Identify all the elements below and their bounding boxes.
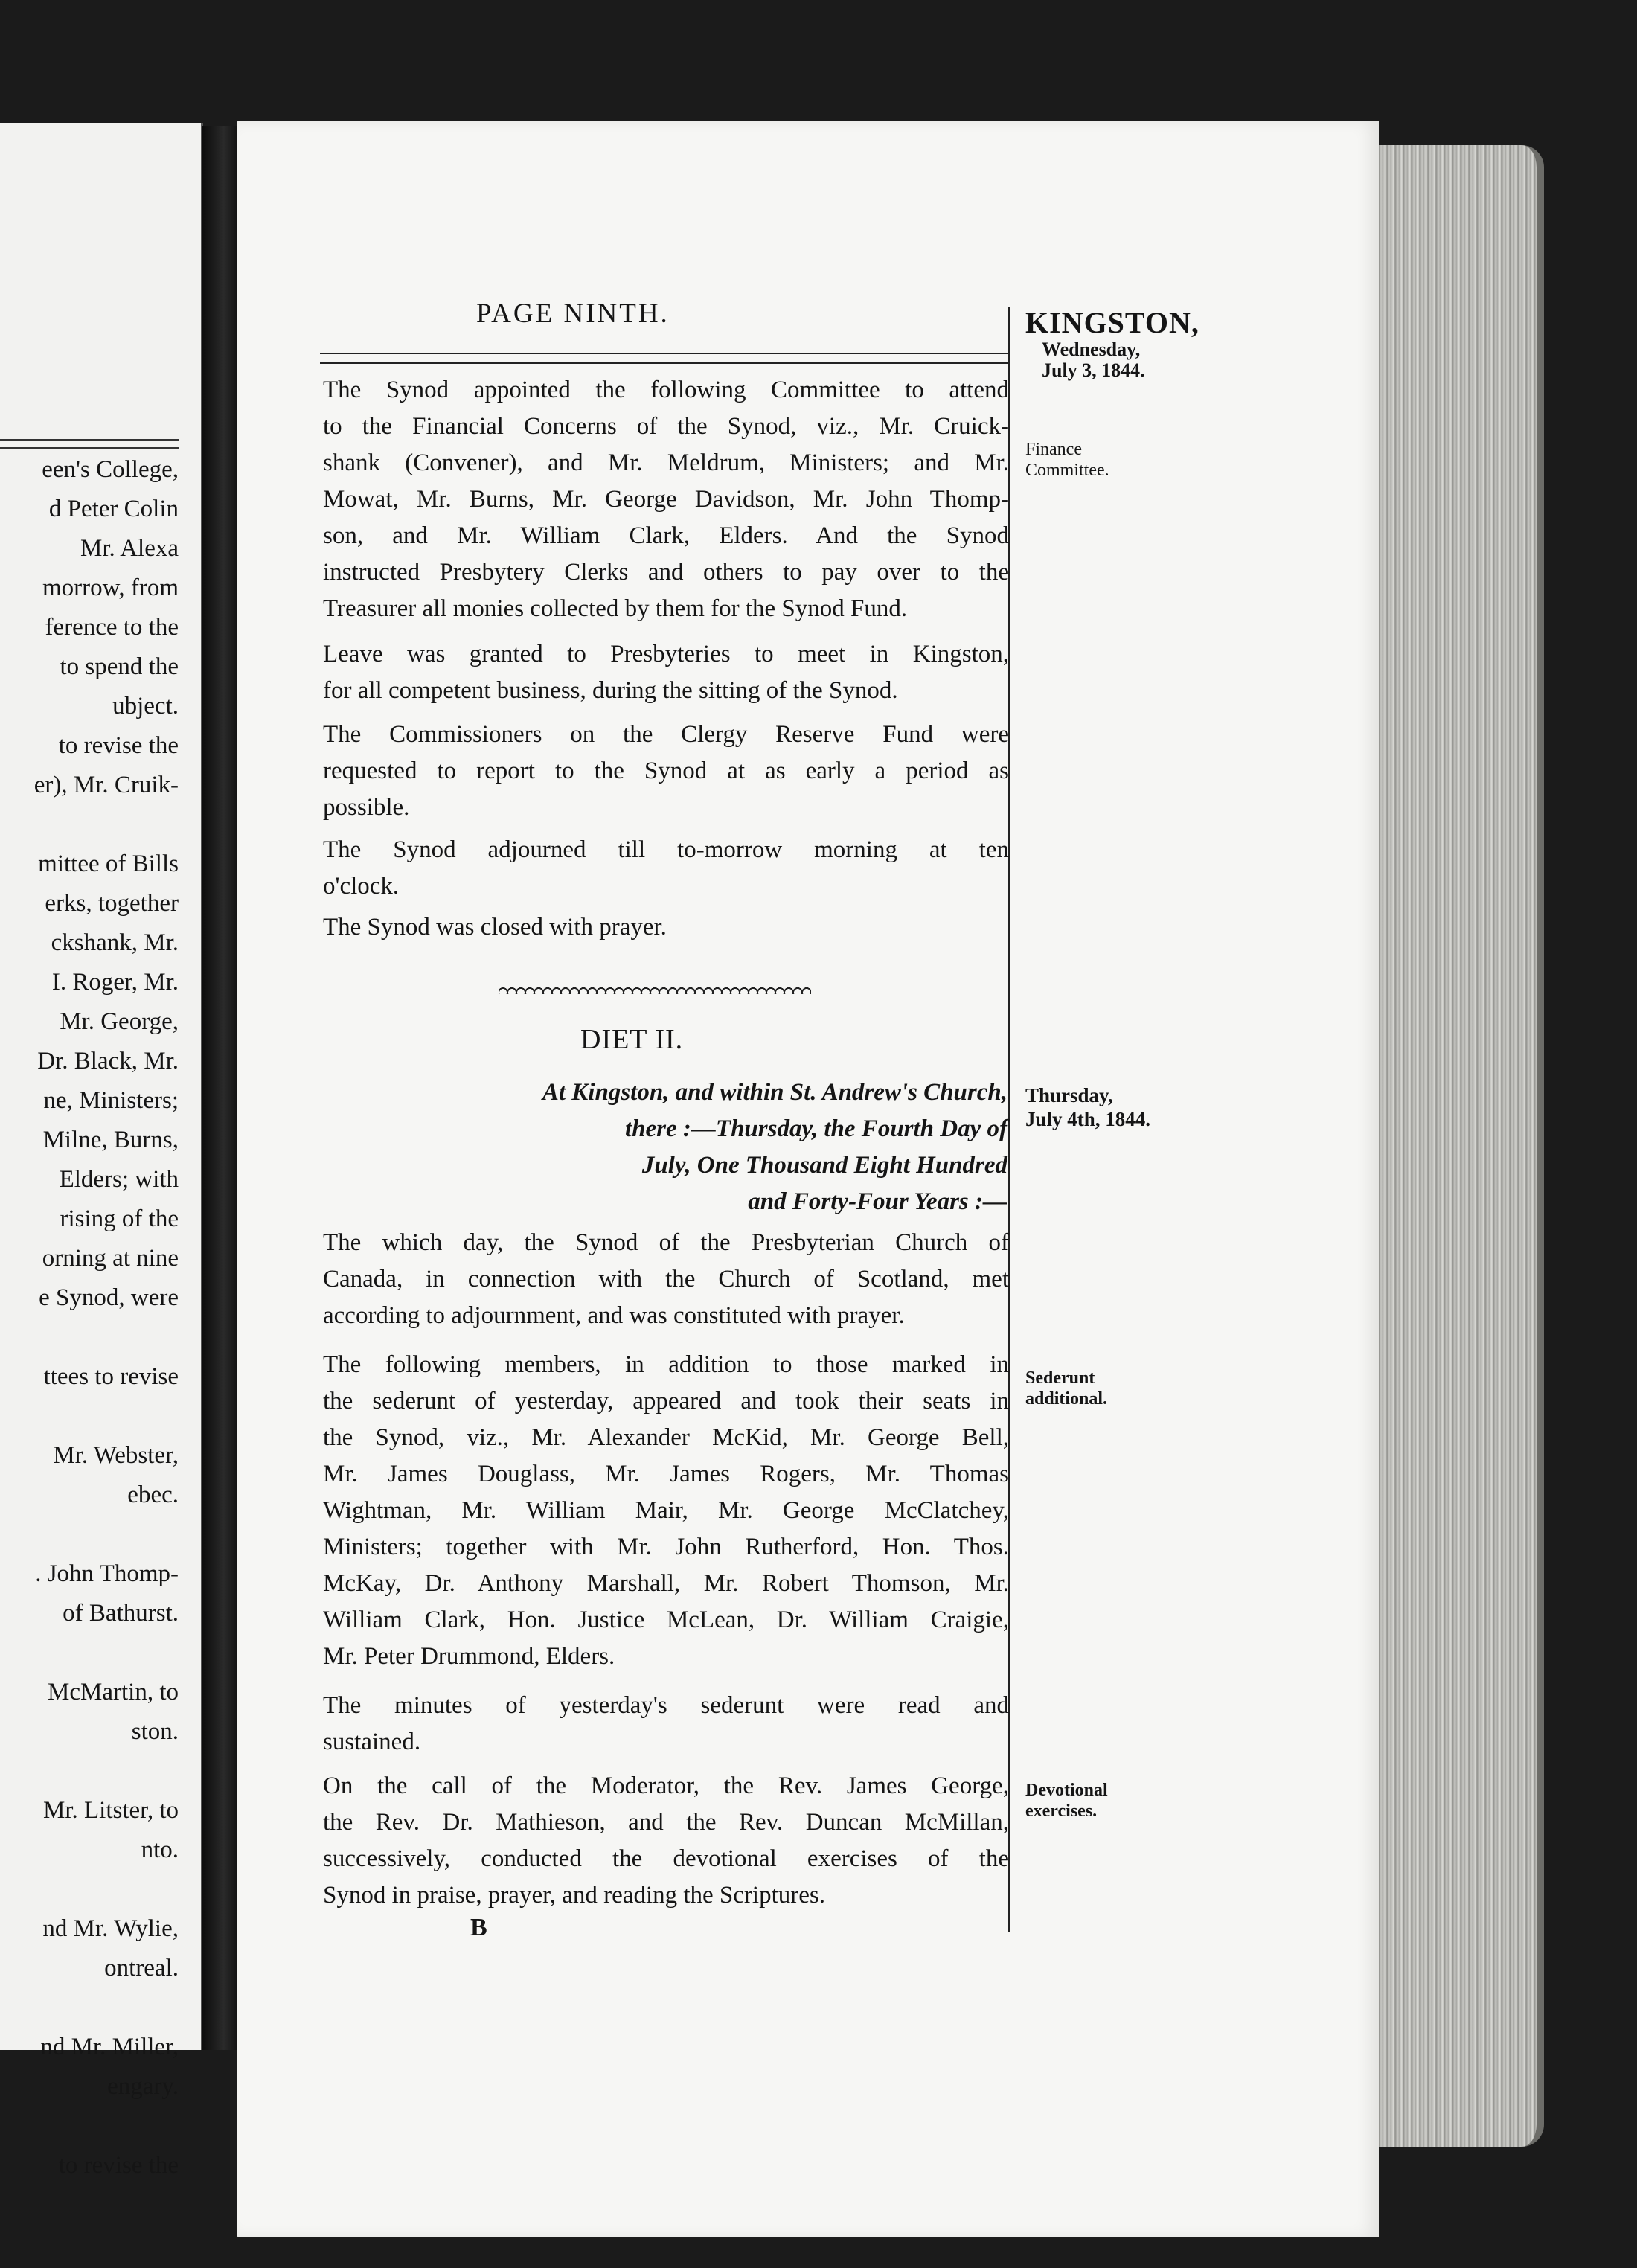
sederunt-heading (455, 1074, 1007, 1220)
text-line: At Kingston, and within St. Andrew's Church, (542, 1079, 1007, 1106)
left-page-line: Milne, Burns, (42, 1127, 179, 1153)
margin-devotional-1: Devotional (1025, 1781, 1108, 1800)
text-line: Leave was granted to Presbyteries to meet in Kingston, (323, 641, 1009, 667)
left-page-line: orning at nine (42, 1245, 179, 1272)
left-page-line: I. Roger, Mr. (51, 969, 179, 996)
text-line: the Rev. Dr. Mathieson, and the Rev. Duncan McMillan, (323, 1809, 1009, 1836)
margin-date-day: Wednesday, (1042, 339, 1141, 360)
text-line: Wightman, Mr. William Mair, Mr. George McClatchey, (323, 1497, 1009, 1524)
text-line: The minutes of yesterday's sederunt were read and (323, 1692, 1009, 1719)
margin-date: July 3, 1844. (1042, 359, 1145, 381)
left-page-line: d Peter Colin (48, 496, 179, 522)
book-gutter (202, 126, 238, 2050)
left-page-line: mittee of Bills (38, 850, 179, 877)
left-page-line: McMartin, to (48, 1679, 179, 1705)
text-line: The which day, the Synod of the Presbyterian Church of (323, 1229, 1009, 1256)
margin-sederunt-2: additional. (1025, 1389, 1108, 1409)
text-line: Canada, in connection with the Church of Scotland, met (323, 1266, 1009, 1292)
paragraph-devotional (323, 1768, 1009, 1914)
paragraph-members (323, 1347, 1009, 1675)
left-page-line: engary. (107, 2073, 179, 2100)
margin-thursday-2: July 4th, 1844. (1025, 1108, 1151, 1130)
text-line: son, and Mr. William Clark, Elders. And the Synod (323, 522, 1009, 549)
margin-place: KINGSTON, (1025, 306, 1199, 339)
text-line: Synod in praise, prayer, and reading the Scriptures. (323, 1882, 825, 1909)
left-page-line (0, 1870, 179, 1909)
text-line: the sederunt of yesterday, appeared and took their seats in (323, 1388, 1009, 1415)
paragraph-constituted (323, 1225, 1009, 1334)
left-page-text (0, 450, 179, 2185)
left-page-line: rising of the (60, 1205, 179, 1232)
text-line: William Clark, Hon. Justice McLean, Dr. William Craigie, (323, 1606, 1009, 1633)
left-page-line (0, 2107, 179, 2146)
text-line: requested to report to the Synod at as early a period as (323, 757, 1009, 784)
left-page-line: to revise the (58, 732, 179, 759)
left-page-line: ontreal. (104, 1955, 179, 1982)
text-line: On the call of the Moderator, the Rev. James George, (323, 1772, 1009, 1799)
left-page-line: ubject. (112, 693, 179, 720)
paragraph-minutes (323, 1688, 1009, 1761)
text-line: The Synod was closed with prayer. (323, 914, 667, 941)
running-head: PAGE NINTH. (476, 298, 670, 329)
section-ornament (499, 984, 811, 994)
left-page-line: nd Mr. Wylie, (42, 1915, 179, 1942)
left-facing-page (0, 123, 203, 2179)
paragraph-adjourned (323, 832, 1009, 905)
left-page-line (0, 1318, 179, 1357)
header-double-rule (320, 353, 1008, 364)
paragraph-closed (323, 909, 1009, 946)
left-page-line (0, 1515, 179, 1554)
text-line: The following members, in addition to those marked in (323, 1351, 1009, 1378)
signature-mark: B (470, 1914, 487, 1941)
left-page-line: Dr. Black, Mr. (37, 1048, 179, 1074)
left-page-line: ne, Ministers; (43, 1087, 179, 1114)
text-line: to the Financial Concerns of the Synod, viz., Mr. Cruick- (323, 413, 1009, 440)
left-page-line (0, 1752, 179, 1791)
text-line: Mr. Peter Drummond, Elders. (323, 1643, 615, 1670)
left-page-line (0, 1397, 179, 1436)
left-page-line: to spend the (60, 653, 179, 680)
left-page-line: Mr. George, (60, 1008, 179, 1035)
margin-thursday-1: Thursday, (1025, 1084, 1113, 1106)
text-line: The Commissioners on the Clergy Reserve Fund were (323, 721, 1009, 748)
text-line: McKay, Dr. Anthony Marshall, Mr. Robert Thomson, Mr. (323, 1570, 1009, 1597)
left-page-line: nd Mr. Miller, (40, 2034, 179, 2060)
text-line: The Synod appointed the following Committee to attend (323, 377, 1009, 403)
text-line: possible. (323, 794, 410, 821)
paragraph-finance-committee (323, 372, 1009, 627)
text-line: sustained. (323, 1729, 421, 1755)
text-line: successively, conducted the devotional exercises of the (323, 1845, 1009, 1872)
text-line: the Synod, viz., Mr. Alexander McKid, Mr. George Bell, (323, 1424, 1009, 1451)
text-line: July, One Thousand Eight Hundred (641, 1152, 1007, 1179)
text-line: Mr. James Douglass, Mr. James Rogers, Mr. Thomas (323, 1461, 1009, 1487)
left-page-line (0, 1988, 179, 2028)
left-page-rule (0, 439, 179, 449)
left-page-line: er), Mr. Cruik- (33, 772, 179, 798)
text-line: shank (Convener), and Mr. Meldrum, Ministers; and Mr. (323, 449, 1009, 476)
margin-sederunt-1: Sederunt (1025, 1368, 1095, 1388)
left-page-line: nto. (141, 1836, 179, 1863)
text-line: The Synod adjourned till to-morrow morning at ten (323, 836, 1009, 863)
margin-finance-1: Finance (1025, 440, 1082, 459)
left-page-line (0, 805, 179, 845)
left-page-line: e Synod, were (39, 1284, 179, 1311)
page-edges (1351, 145, 1544, 2147)
paragraph-presbyteries (323, 636, 1009, 709)
left-page-line: ston. (131, 1718, 179, 1745)
left-page-line: of Bathurst. (63, 1600, 179, 1627)
left-page-line: to revise the (58, 2152, 179, 2179)
margin-devotional-2: exercises. (1025, 1801, 1098, 1821)
left-page-line: . John Thomp- (35, 1560, 179, 1587)
text-line: there :—Thursday, the Fourth Day of (625, 1115, 1007, 1142)
text-line: for all competent business, during the sitting of the Synod. (323, 677, 898, 704)
text-line: instructed Presbytery Clerks and others to pay over to the (323, 559, 1009, 586)
text-line: Ministers; together with Mr. John Rutherford, Hon. Thos. (323, 1534, 1009, 1560)
left-page-line: ference to the (45, 614, 179, 641)
left-page-line: Elders; with (59, 1166, 179, 1193)
text-line: and Forty-Four Years :— (748, 1188, 1007, 1215)
left-page-line: ttees to revise (43, 1363, 179, 1390)
text-line: according to adjournment, and was constituted with prayer. (323, 1302, 905, 1329)
left-page-line: morrow, from (42, 574, 179, 601)
left-page-line (0, 1633, 179, 1673)
diet-heading: DIET II. (580, 1024, 684, 1055)
text-line: Treasurer all monies collected by them for the Synod Fund. (323, 595, 908, 622)
left-page-line: ckshank, Mr. (51, 929, 179, 956)
text-line: o'clock. (323, 873, 400, 900)
left-page-line: ebec. (127, 1481, 179, 1508)
left-page-line: erks, together (45, 890, 179, 917)
left-page-line: Mr. Webster, (53, 1442, 179, 1469)
left-page-line: een's College, (42, 456, 179, 483)
paragraph-clergy-reserve (323, 717, 1009, 826)
left-page-line: Mr. Alexa (80, 535, 179, 562)
left-page-line: Mr. Litster, to (43, 1797, 179, 1824)
text-line: Mowat, Mr. Burns, Mr. George Davidson, Mr. John Thomp- (323, 486, 1009, 513)
margin-finance-2: Committee. (1025, 461, 1109, 480)
